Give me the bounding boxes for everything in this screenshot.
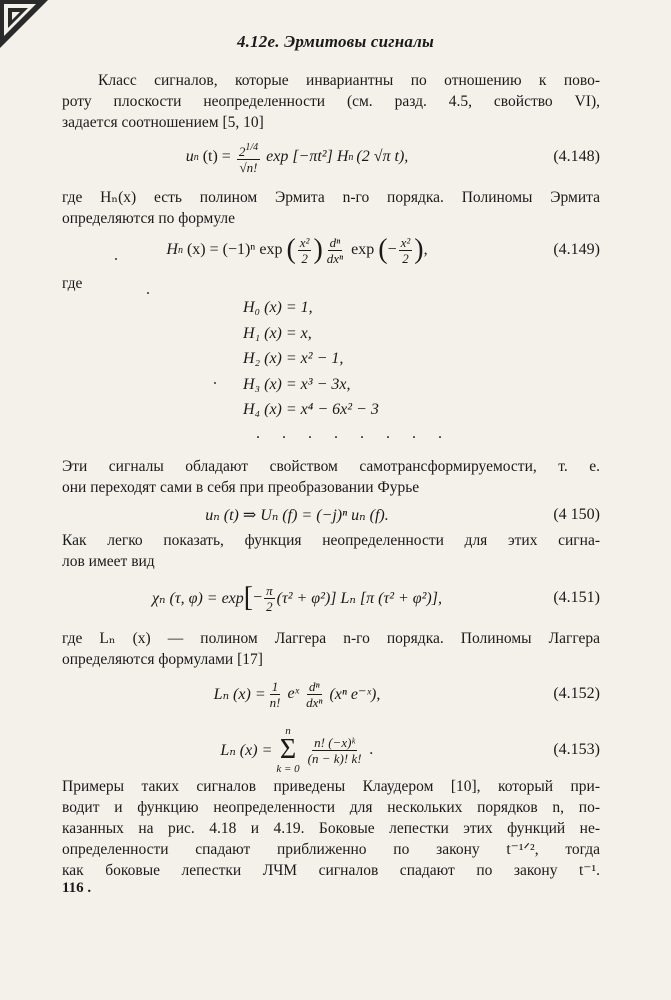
examples-paragraph xyxy=(62,776,600,881)
ambiguity-paragraph xyxy=(62,530,600,572)
equation-number: (4.148) xyxy=(553,148,600,165)
text-line: определяются по формуле xyxy=(62,210,236,227)
text-line: Эти сигналы обладают свойством самотрансформируемости, т. е. xyxy=(62,458,600,475)
equation-4-151: χₙ (τ, φ) = exp [ − $\frac{\pi}{2}$ (τ² + φ²)] Lₙ [π (τ² + φ²)], (4.151) xyxy=(62,576,600,620)
text-line: казанных на рис. 4.18 и 4.19. Боковые лепестки этих функций не- xyxy=(62,820,600,837)
text-line: где Hₙ(x) есть полином Эрмита n-го порядка. Полиномы Эрмита xyxy=(62,189,600,206)
equation-4-152: Lₙ (x) = $\frac{1}{n!}$ eˣ $\frac{\text{dⁿ}}{\text{dxⁿ}}$ (xⁿ e⁻ˣ), (4.152) xyxy=(62,672,600,716)
text-line: они переходят сами в себя при преобразовании Фурье xyxy=(62,479,420,496)
text-line: Как легко показать, функция неопределенности для этих сигна- xyxy=(62,532,600,549)
equation-4-148: u n (t) = $\frac{2^{1/4}}{√n!}$ exp [−πt²] H n (2 √π t), (4.148) xyxy=(62,135,600,179)
text-line: Примеры таких сигналов приведены Клаудером [10], который при- xyxy=(62,778,600,795)
text-line: определяются формулами [17] xyxy=(62,651,263,668)
print-speck xyxy=(147,292,149,294)
print-speck xyxy=(115,258,117,260)
text-line: роту плоскости неопределенности (см. разд. 4.5, свойство VI), xyxy=(62,93,600,110)
print-speck xyxy=(214,382,216,384)
list-item: H₁ (x) = x, xyxy=(243,324,312,342)
text-line: Класс сигналов, которые инвариантны по отношению к пово- xyxy=(98,72,600,89)
text-line: как боковые лепестки ЛЧМ сигналов спадают по закону t⁻¹. xyxy=(62,862,600,879)
equation-number: (4.149) xyxy=(553,241,600,258)
where-label: где xyxy=(62,275,83,292)
list-item: H₂ (x) = x² − 1, xyxy=(243,350,344,367)
laguerre-paragraph xyxy=(62,628,600,670)
text-line: определенности спадают приближенно по закону t⁻¹ᐟ², тогда xyxy=(62,841,600,858)
equation-number: (4.152) xyxy=(553,685,600,702)
equation-number: (4 150) xyxy=(553,506,600,523)
text-line: где Lₙ (x) — полином Лаггера n-го порядка. Полиномы Лаггера xyxy=(62,630,600,647)
list-item: H₃ (x) = x³ − 3x, xyxy=(243,375,351,393)
text-line: водит и функцию неопределенности для нескольких порядков n, по- xyxy=(62,799,600,816)
equation-4-150: uₙ (t) ⇒ Uₙ (f) = (−j)ⁿ uₙ (f). (4 150) xyxy=(62,498,600,532)
equation-number: (4.153) xyxy=(553,741,600,758)
equation-4-153: Lₙ (x) = n Σ k = 0 $\frac{\text{n! (−x)ᵏ}}{(n - k)! k!}$ . (4.153) xyxy=(62,722,600,778)
section-title: 4.12е. Эрмитовы сигналы xyxy=(236,32,435,51)
page-number: 116 . xyxy=(62,880,92,896)
text-line: лов имеет вид xyxy=(62,553,155,570)
intro-paragraph xyxy=(62,70,600,133)
self-transform-paragraph xyxy=(62,456,600,498)
list-item: H₄ (x) = x⁴ − 6x² − 3 xyxy=(243,401,379,418)
hermite-polynomial-list xyxy=(243,295,379,423)
ellipsis-dots: . . . . . . . . xyxy=(256,425,451,442)
text-line: задается соотношением [5, 10] xyxy=(62,114,264,131)
equation-number: (4.151) xyxy=(553,589,600,606)
equation-4-149: H n (x) = (−1)ⁿ exp ( $\frac{\text{x²}}{2}$ ) $\frac{\text{dⁿ}}{\text{dxⁿ}}$ exp ( − $\frac{\text{x²}}{2}$ ) , (4.149) xyxy=(62,228,600,272)
hermite-definition-paragraph xyxy=(62,187,600,229)
list-item: H₀ (x) = 1, xyxy=(243,299,313,316)
